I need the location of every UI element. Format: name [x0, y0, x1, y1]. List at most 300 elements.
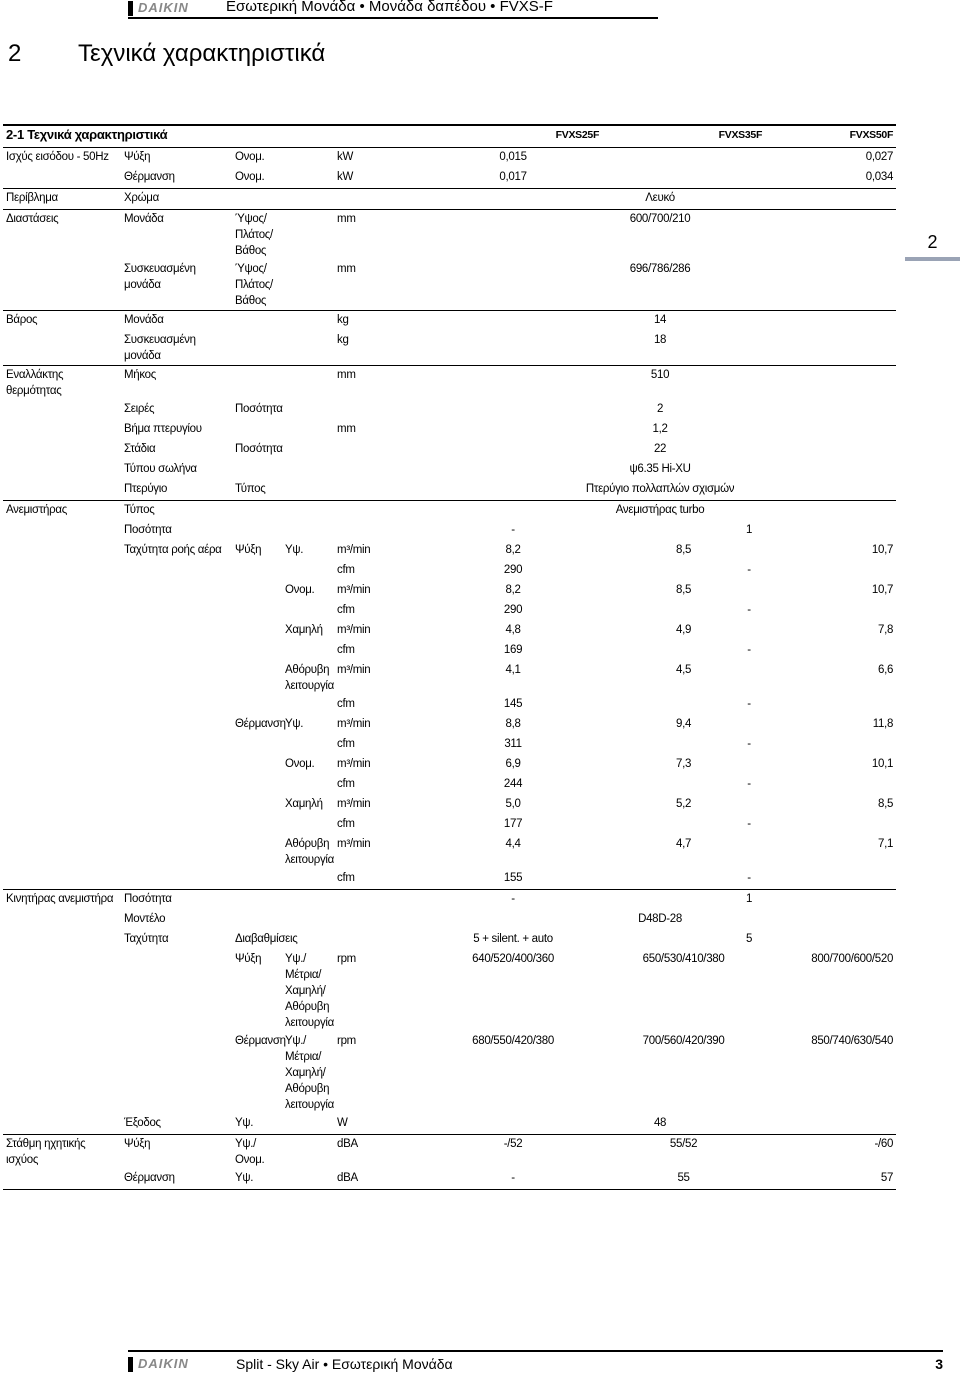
table-cell — [3, 715, 121, 735]
table-cell — [3, 480, 121, 501]
table-row — [3, 835, 896, 869]
table-cell: 1,2 — [652, 423, 668, 435]
table-cell — [282, 869, 334, 890]
table-cell: cfm — [337, 604, 355, 616]
header-title: Εσωτερική Μονάδα • Μονάδα δαπέδου • FVXS-F — [226, 0, 553, 15]
table-header-row — [3, 125, 896, 148]
table-row — [3, 930, 896, 950]
table-cell: Στάδια — [124, 443, 156, 455]
table-cell: 8,2 — [505, 584, 521, 596]
table-cell — [3, 581, 121, 601]
table-cell — [232, 601, 282, 621]
table-cell: Περίβλημα — [3, 189, 121, 210]
table-cell — [3, 420, 121, 440]
table-cell — [334, 189, 424, 210]
table-cell: 5,0 — [505, 798, 521, 810]
table-cell — [282, 890, 334, 911]
table-cell — [232, 311, 282, 332]
table-cell: Εναλλάκτης θερμότητας — [3, 366, 121, 401]
table-cell: Αθόρυβη λειτουργία — [285, 838, 334, 866]
table-cell — [282, 601, 334, 621]
table-cell: 11,8 — [872, 718, 894, 730]
table-cell: Βάρος — [3, 311, 121, 332]
table-row — [3, 815, 896, 835]
table-cell: cfm — [337, 644, 355, 656]
table-cell: 600/700/210 — [424, 210, 896, 261]
table-cell: Έξοδος — [124, 1117, 161, 1129]
table-cell: - — [747, 604, 751, 616]
table-cell: 640/520/400/360 — [472, 953, 554, 965]
table-cell — [3, 601, 121, 621]
table-cell — [282, 1169, 334, 1190]
table-cell: 8,2 — [505, 544, 521, 556]
table-cell: - — [424, 890, 602, 911]
table-row — [3, 775, 896, 795]
table-cell — [334, 910, 424, 930]
table-cell — [232, 890, 282, 911]
table-cell: D48D-28 — [638, 913, 683, 925]
table-cell — [3, 621, 121, 641]
table-cell — [232, 501, 282, 522]
table-cell: 14 — [424, 311, 896, 332]
table-cell: Τύπου σωλήνα — [124, 463, 197, 475]
table-cell — [232, 581, 282, 601]
table-cell — [3, 1169, 121, 1190]
table-cell — [282, 311, 334, 332]
table-cell — [232, 189, 282, 210]
table-cell — [121, 835, 232, 869]
table-title: 2-1 Τεχνικά χαρακτηριστικά — [3, 125, 334, 148]
table-cell — [3, 561, 121, 581]
table-cell: 177 — [503, 818, 523, 830]
table-cell: Ποσότητα — [121, 890, 232, 911]
table-cell: - — [747, 564, 751, 576]
table-cell — [282, 501, 334, 522]
table-cell — [3, 695, 121, 715]
table-row — [3, 331, 896, 366]
table-cell: Σειρές — [124, 403, 155, 415]
chapter-tab-number: 2 — [927, 232, 938, 252]
table-cell — [282, 735, 334, 755]
table-cell: 650/530/410/380 — [642, 953, 725, 965]
table-row — [3, 480, 896, 501]
table-cell: m³/min — [337, 798, 371, 810]
table-cell — [334, 521, 424, 541]
table-row — [3, 755, 896, 775]
table-cell: 4,7 — [676, 838, 692, 850]
table-row — [3, 950, 896, 1032]
table-cell: 145 — [503, 698, 523, 710]
table-cell — [282, 400, 334, 420]
page-number: 3 — [935, 1356, 943, 1372]
table-cell — [282, 1114, 334, 1135]
table-cell: 0,034 — [865, 171, 894, 183]
table-cell — [334, 400, 424, 420]
table-cell: cfm — [337, 698, 355, 710]
table-row — [3, 1169, 896, 1190]
table-row — [3, 460, 896, 480]
table-cell — [3, 641, 121, 661]
table-row — [3, 541, 896, 561]
table-cell — [3, 541, 121, 561]
table-cell — [232, 366, 282, 401]
table-cell: 10,1 — [871, 758, 894, 770]
table-cell — [334, 501, 424, 522]
table-cell — [282, 641, 334, 661]
table-cell — [3, 775, 121, 795]
table-cell — [121, 601, 232, 621]
table-cell: Ονομ. — [232, 148, 282, 169]
table-cell: cfm — [337, 738, 355, 750]
table-cell: 8,5 — [877, 798, 894, 810]
table-cell: Ψύξη — [235, 953, 262, 965]
table-cell — [232, 795, 282, 815]
table-cell — [282, 815, 334, 835]
table-cell: Υψ. — [285, 544, 304, 556]
table-cell — [282, 460, 334, 480]
table-cell: 4,8 — [505, 624, 521, 636]
table-cell: 4,1 — [505, 664, 521, 676]
table-row — [3, 210, 896, 261]
table-row — [3, 910, 896, 930]
table-cell: 290 — [503, 604, 523, 616]
table-cell: rpm — [337, 953, 356, 965]
table-cell: dBA — [334, 1135, 424, 1170]
table-cell: Ποσότητα — [235, 443, 283, 455]
table-cell: Τύπος — [235, 483, 266, 495]
table-cell: 6,6 — [877, 664, 894, 676]
table-cell: Ανεμιστήρας turbo — [424, 501, 896, 522]
table-cell — [3, 930, 121, 950]
table-cell — [121, 950, 232, 1032]
table-cell: - — [747, 738, 751, 750]
table-cell: 57 — [765, 1169, 896, 1190]
table-cell — [282, 695, 334, 715]
table-cell — [232, 835, 282, 869]
table-cell — [282, 210, 334, 261]
table-cell: 155 — [503, 872, 523, 884]
table-cell: Πτερύγιο πολλαπλών σχισμών — [585, 483, 735, 495]
table-row — [3, 148, 896, 169]
table-cell — [121, 795, 232, 815]
table-cell — [282, 775, 334, 795]
table-cell: kg — [337, 334, 349, 346]
table-cell: Ονομ. — [235, 171, 265, 183]
table-cell — [282, 189, 334, 210]
table-cell: 5,2 — [676, 798, 692, 810]
table-cell: 8,5 — [676, 584, 692, 596]
table-cell — [121, 715, 232, 735]
table-cell: m³/min — [337, 838, 371, 850]
table-cell — [121, 775, 232, 795]
table-cell — [3, 521, 121, 541]
table-row — [3, 795, 896, 815]
table-cell: Υψ. — [232, 1169, 282, 1190]
spec-table — [3, 124, 896, 1190]
table-cell: Θέρμανση — [235, 1035, 286, 1047]
table-cell: Υψ./ Μέτρια/ Χαμηλή/ Αθόρυβη λειτουργία — [285, 953, 334, 1029]
table-cell — [282, 910, 334, 930]
table-cell: Ψύξη — [235, 544, 262, 556]
table-cell — [232, 755, 282, 775]
table-cell: Συσκευασμένη μονάδα — [124, 263, 196, 291]
table-cell: 55 — [602, 1169, 765, 1190]
table-cell — [282, 1135, 334, 1170]
table-cell: Ψύξη — [121, 1135, 232, 1170]
table-cell: cfm — [337, 564, 355, 576]
table-cell: Μονάδα — [121, 311, 232, 332]
table-row — [3, 521, 896, 541]
table-cell — [3, 835, 121, 869]
model-header: FVXS50F — [765, 125, 896, 148]
table-cell: 696/786/286 — [629, 263, 691, 275]
table-cell — [282, 440, 334, 460]
table-cell: Ύψος/Πλάτος/ Βάθος — [232, 210, 282, 261]
table-cell: m³/min — [337, 624, 371, 636]
table-cell: cfm — [337, 872, 355, 884]
table-cell: Πτερύγιο — [124, 483, 168, 495]
table-cell — [282, 561, 334, 581]
table-cell — [121, 561, 232, 581]
table-cell: mm — [334, 366, 424, 401]
table-row — [3, 260, 896, 311]
table-cell — [3, 950, 121, 1032]
table-cell: 311 — [504, 738, 522, 750]
table-cell: Διαβαθμίσεις — [235, 933, 298, 945]
table-cell: 2 — [657, 403, 664, 415]
page-footer — [128, 1350, 943, 1376]
table-cell: Θέρμανση — [235, 718, 286, 730]
table-cell: 0,015 — [424, 148, 602, 169]
table-cell: - — [747, 644, 751, 656]
table-cell: kW — [337, 171, 354, 183]
table-cell: 7,8 — [877, 624, 894, 636]
table-cell — [602, 168, 765, 189]
table-cell: 6,9 — [505, 758, 521, 770]
table-cell — [232, 561, 282, 581]
table-cell: 244 — [503, 778, 523, 790]
table-cell: Ταχύτητα ροής αέρα — [124, 544, 222, 556]
table-row — [3, 581, 896, 601]
table-cell: - — [511, 524, 515, 536]
table-cell — [121, 735, 232, 755]
table-cell — [3, 260, 121, 311]
table-cell: 5 + silent. + auto — [473, 933, 553, 945]
table-cell — [121, 815, 232, 835]
table-row — [3, 621, 896, 641]
table-cell — [232, 641, 282, 661]
table-cell: 10,7 — [871, 584, 894, 596]
table-row — [3, 735, 896, 755]
table-cell — [232, 420, 282, 440]
table-cell — [121, 621, 232, 641]
table-row — [3, 501, 896, 522]
table-cell: mm — [334, 210, 424, 261]
table-cell — [282, 148, 334, 169]
table-row — [3, 168, 896, 189]
table-cell: dBA — [334, 1169, 424, 1190]
table-cell — [232, 460, 282, 480]
table-cell — [282, 366, 334, 401]
table-row — [3, 400, 896, 420]
footer-title: Split - Sky Air • Εσωτερική Μονάδα — [236, 1356, 453, 1372]
table-cell: Υψ. — [235, 1117, 254, 1129]
table-cell — [334, 890, 424, 911]
table-row — [3, 440, 896, 460]
table-cell: 290 — [503, 564, 523, 576]
table-cell — [232, 775, 282, 795]
table-cell: Τύπος — [121, 501, 232, 522]
table-cell: m³/min — [337, 544, 371, 556]
table-cell: Ανεμιστήρας — [3, 501, 121, 522]
table-cell — [232, 910, 282, 930]
table-cell: 0,017 — [499, 171, 527, 183]
table-cell: 4,9 — [676, 624, 692, 636]
table-cell — [121, 661, 232, 695]
table-row — [3, 1114, 896, 1135]
table-cell — [3, 661, 121, 695]
table-cell — [3, 400, 121, 420]
table-row — [3, 601, 896, 621]
table-cell: - — [747, 872, 751, 884]
table-cell: Ποσότητα — [124, 524, 172, 536]
section-title: Τεχνικά χαρακτηριστικά — [78, 40, 326, 67]
table-cell: Μήκος — [121, 366, 232, 401]
section-heading — [8, 40, 325, 68]
table-cell: Χρώμα — [121, 189, 232, 210]
table-cell: - — [424, 1169, 602, 1190]
table-cell — [3, 460, 121, 480]
table-cell — [3, 1114, 121, 1135]
table-cell — [3, 1032, 121, 1114]
table-cell: 18 — [653, 334, 667, 346]
table-cell — [3, 815, 121, 835]
section-number: 2 — [8, 40, 22, 67]
table-cell — [232, 621, 282, 641]
table-cell — [232, 661, 282, 695]
table-cell: Μοντέλο — [124, 913, 166, 925]
table-cell — [3, 331, 121, 366]
table-cell: 7,1 — [877, 838, 894, 850]
table-row — [3, 661, 896, 695]
table-cell: Λευκό — [424, 189, 896, 210]
table-cell: cfm — [337, 778, 355, 790]
table-cell: Υψ./ Μέτρια/ Χαμηλή/ Αθόρυβη λειτουργία — [285, 1035, 334, 1111]
table-cell — [334, 930, 424, 950]
daikin-logo: DAIKIN — [128, 1, 214, 16]
table-cell: 10,7 — [871, 544, 894, 556]
table-cell: -/60 — [765, 1135, 896, 1170]
table-row — [3, 311, 896, 332]
table-row — [3, 1032, 896, 1114]
chapter-tab — [905, 232, 960, 261]
table-cell — [282, 168, 334, 189]
table-cell — [121, 641, 232, 661]
table-cell: Συσκευασμένη μονάδα — [124, 334, 196, 362]
table-cell: 22 — [653, 443, 667, 455]
table-row — [3, 715, 896, 735]
table-cell: 4,5 — [676, 664, 692, 676]
table-cell — [232, 521, 282, 541]
table-cell: 680/550/420/380 — [472, 1035, 554, 1047]
table-cell: Αθόρυβη λειτουργία — [285, 664, 334, 692]
table-cell: 7,3 — [676, 758, 692, 770]
table-cell — [232, 869, 282, 890]
table-cell: 0,027 — [765, 148, 896, 169]
table-cell: 55/52 — [602, 1135, 765, 1170]
table-row — [3, 641, 896, 661]
table-cell — [334, 440, 424, 460]
table-cell — [232, 695, 282, 715]
table-cell — [121, 695, 232, 715]
table-cell — [602, 148, 765, 169]
table-cell — [334, 480, 424, 501]
table-cell: m³/min — [337, 718, 371, 730]
table-cell: Διαστάσεις — [3, 210, 121, 261]
table-cell: 48 — [653, 1117, 667, 1129]
table-cell: kg — [334, 311, 424, 332]
table-cell — [282, 331, 334, 366]
model-header: FVXS35F — [602, 125, 765, 148]
table-cell — [232, 331, 282, 366]
table-cell — [3, 795, 121, 815]
table-cell: 5 — [746, 933, 753, 945]
table-cell: mm — [337, 423, 356, 435]
table-row — [3, 420, 896, 440]
table-cell — [282, 420, 334, 440]
table-cell — [121, 869, 232, 890]
table-cell: Χαμηλή — [285, 624, 323, 636]
table-cell: Ποσότητα — [235, 403, 283, 415]
table-row — [3, 869, 896, 890]
table-cell: Υψ./Ονομ. — [232, 1135, 282, 1170]
table-cell: Θέρμανση — [121, 1169, 232, 1190]
table-cell — [282, 480, 334, 501]
table-cell: W — [337, 1117, 348, 1129]
table-cell: - — [747, 778, 751, 790]
table-cell — [121, 581, 232, 601]
table-cell — [282, 260, 334, 311]
table-cell: Ονομ. — [285, 584, 315, 596]
table-cell — [334, 460, 424, 480]
table-cell: - — [747, 818, 751, 830]
table-cell: 800/700/600/520 — [811, 953, 894, 965]
table-cell: Χαμηλή — [285, 798, 323, 810]
table-cell: - — [747, 698, 751, 710]
table-cell: Θέρμανση — [124, 171, 175, 183]
table-cell — [3, 869, 121, 890]
table-cell — [232, 815, 282, 835]
table-cell — [3, 735, 121, 755]
table-cell: m³/min — [337, 758, 371, 770]
daikin-logo: DAIKIN — [128, 1357, 214, 1372]
table-cell: 510 — [424, 366, 896, 401]
table-cell: Υψ. — [285, 718, 304, 730]
table-cell — [3, 910, 121, 930]
table-cell: Ισχύς εισόδου - 50Hz — [3, 148, 121, 169]
table-cell: cfm — [337, 818, 355, 830]
table-cell: Ψύξη — [121, 148, 232, 169]
table-cell: 4,4 — [505, 838, 521, 850]
table-cell: rpm — [337, 1035, 356, 1047]
table-cell: 9,4 — [676, 718, 692, 730]
table-cell: Κινητήρας ανεμιστήρα — [3, 890, 121, 911]
table-cell: ψ6.35 Hi-XU — [629, 463, 691, 475]
table-cell: Ταχύτητα — [124, 933, 169, 945]
table-cell: 1 — [746, 524, 753, 536]
table-row — [3, 890, 896, 911]
table-cell: Βήμα πτερυγίου — [124, 423, 202, 435]
